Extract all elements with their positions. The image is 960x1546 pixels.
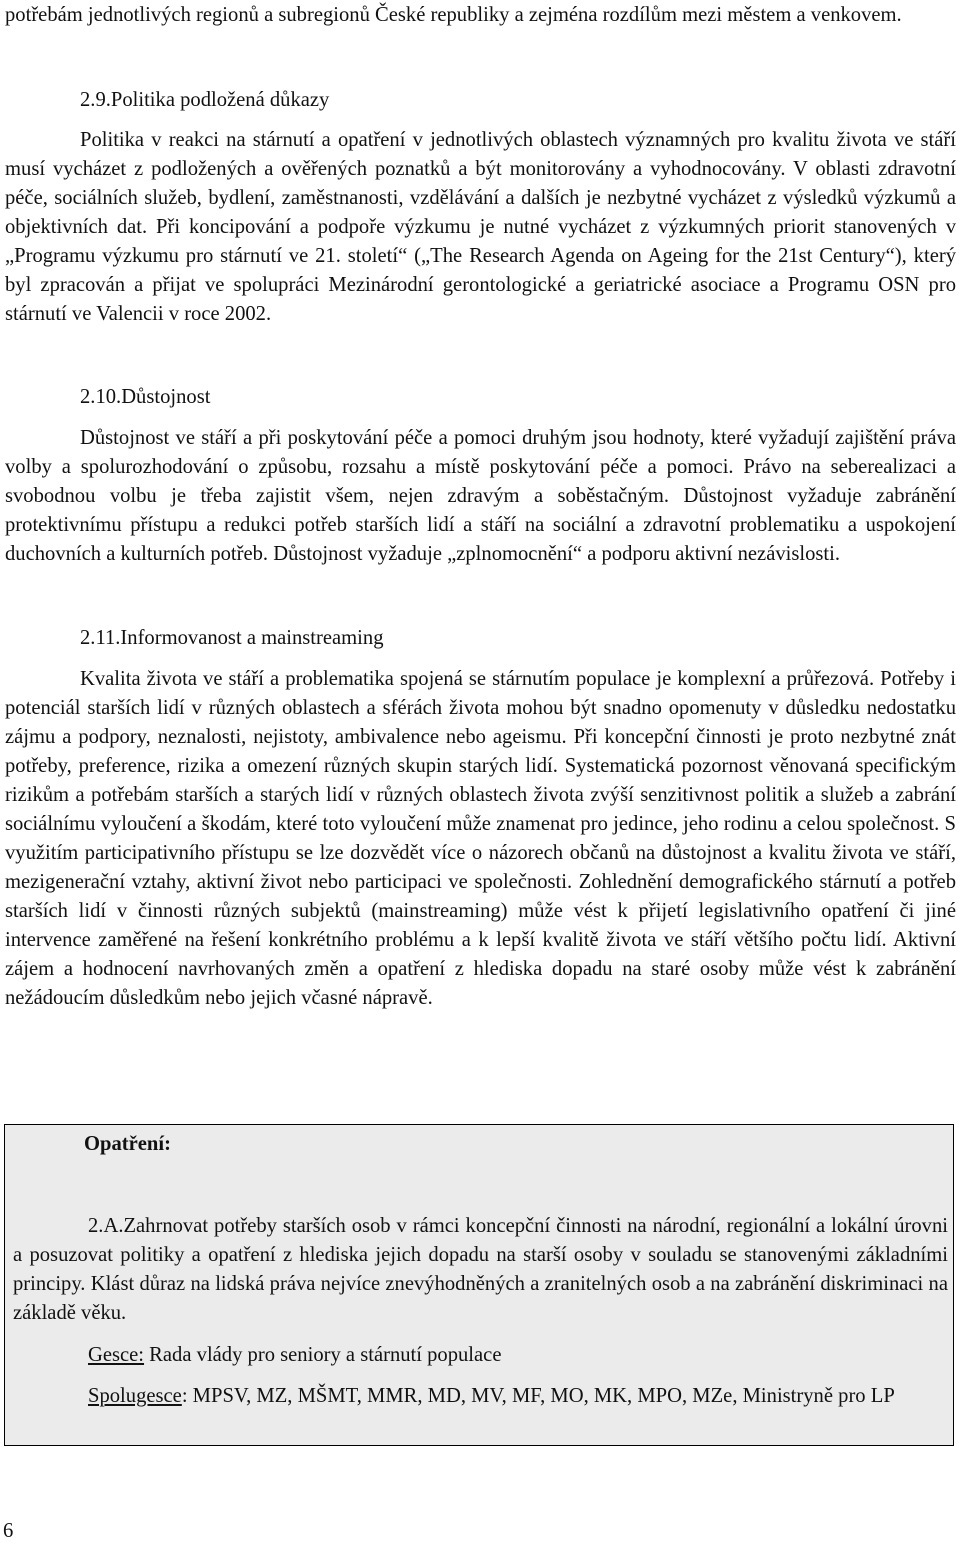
- spolugesce-value: : MPSV, MZ, MŠMT, MMR, MD, MV, MF, MO, MK, MPO, MZe, Ministryně pro LP: [181, 1385, 895, 1407]
- gesce-label: Gesce:: [88, 1344, 145, 1366]
- page-number: 6: [3, 1520, 14, 1542]
- measure-2a-text: 2.A.Zahrnovat potřeby starších osob v rámci koncepční činnosti na národní, regionální a lokální úrovni a posuzovat politiky a opatření z hlediska jejich dopadu na starší osoby v souladu se stanovenými základními principy. Klást důraz na lidská práva nejvíce znevýhodněných a zranitelných osob a na zabránění diskriminaci na základě věku.: [13, 1215, 948, 1324]
- spolugesce-line: [13, 1382, 948, 1411]
- section-heading-2-11: 2.11.Informovanost a mainstreaming: [80, 627, 384, 649]
- section-paragraph-2-10: Důstojnost ve stáří a při poskytování péče a pomoci druhým jsou hodnoty, které vyžadují zajištění práva volby a spolurozhodování o způsobu, rozsahu a místě poskytování péče a pomoci. Právo na seberealizaci a svobodnou volbu je třeba zajistit všem, nejen zdravým a soběstačným. Důstojnost vyžaduje zabránění protektivnímu přístupu a redukci potřeb starších lidí a stáří na sociální a zdravotní problematiku a uspokojení duchovních a kulturních potřeb. Důstojnost vyžaduje „zplnomocnění“ a podporu aktivní nezávislosti.: [5, 427, 956, 565]
- section-paragraph-2-9: Politika v reakci na stárnutí a opatření v jednotlivých oblastech významných pro kvalitu života ve stáří musí vycházet z podložených a ověřených poznatků a být monitorovány a vyhodnocovány. V oblasti zdravotní péče, sociálních služeb, bydlení, zaměstnanosti, vzdělávání a dalších je nezbytné vycházet z výsledků výzkumů a objektivních dat. Při koncipování a podpoře výzkumu je nutné vycházet z výzkumných priorit stanovených v „Programu výzkumu pro stárnutí ve 21. století“ („The Research Agenda on Ageing for the 21st Century“), který byl zpracován a přijat ve spolupráci Mezinárodní gerontologické a geriatrické asociace a Programu OSN pro stárnutí ve Valencii v roce 2002.: [5, 129, 956, 325]
- measures-title: Opatření:: [84, 1133, 171, 1155]
- section-paragraph-2-11: Kvalita života ve stáří a problematika spojená se stárnutím populace je komplexní a průřezová. Potřeby i potenciál starších lidí v různých oblastech a sférách života mohou být snadno opomenuty v důsledku nedostatku zájmu a podpory, neznalosti, nejistoty, ambivalence nebo ageismu. Při koncepční činnosti je proto nezbytné znát potřeby, preference, rizika a omezení různých skupin starých lidí. Systematická pozornost věnovaná specifickým rizikům a potřebám starších a starých lidí v různých oblastech života zvýší senzitivnost politik a služeb a zabrání sociálnímu vyloučení a škodám, které toto vyloučení může znamenat pro jedince, jeho rodinu a celou společnost. S využitím participativního přístupu se lze dozvědět více o názorech občanů na důstojnost a kvalitu života ve stáří, mezigenerační vztahy, aktivní život nebo participaci ve společnosti. Zohlednění demografického stárnutí a potřeb starších lidí v činnosti různých subjektů (mainstreaming) může vést k přijetí legislativního opatření či jiné intervence zaměřené na řešení konkrétního problému a k lepší kvalitě života ve stáří většího počtu lidí. Aktivní zájem a hodnocení navrhovaných změn a opatření z hlediska dopadu na staré osoby může vést k zabránění nežádoucím důsledkům nebo jejich včasné nápravě.: [5, 668, 956, 1009]
- section-heading-2-10: 2.10.Důstojnost: [80, 386, 211, 408]
- gesce-value: Rada vlády pro seniory a stárnutí populace: [144, 1344, 502, 1366]
- section-heading-2-9: 2.9.Politika podložená důkazy: [80, 89, 330, 111]
- gesce-line: [88, 1341, 948, 1370]
- spolugesce-label: Spolugesce: [88, 1385, 182, 1407]
- intro-paragraph: potřebám jednotlivých regionů a subregionů České republiky a zejména rozdílům mezi městem a venkovem.: [5, 4, 902, 26]
